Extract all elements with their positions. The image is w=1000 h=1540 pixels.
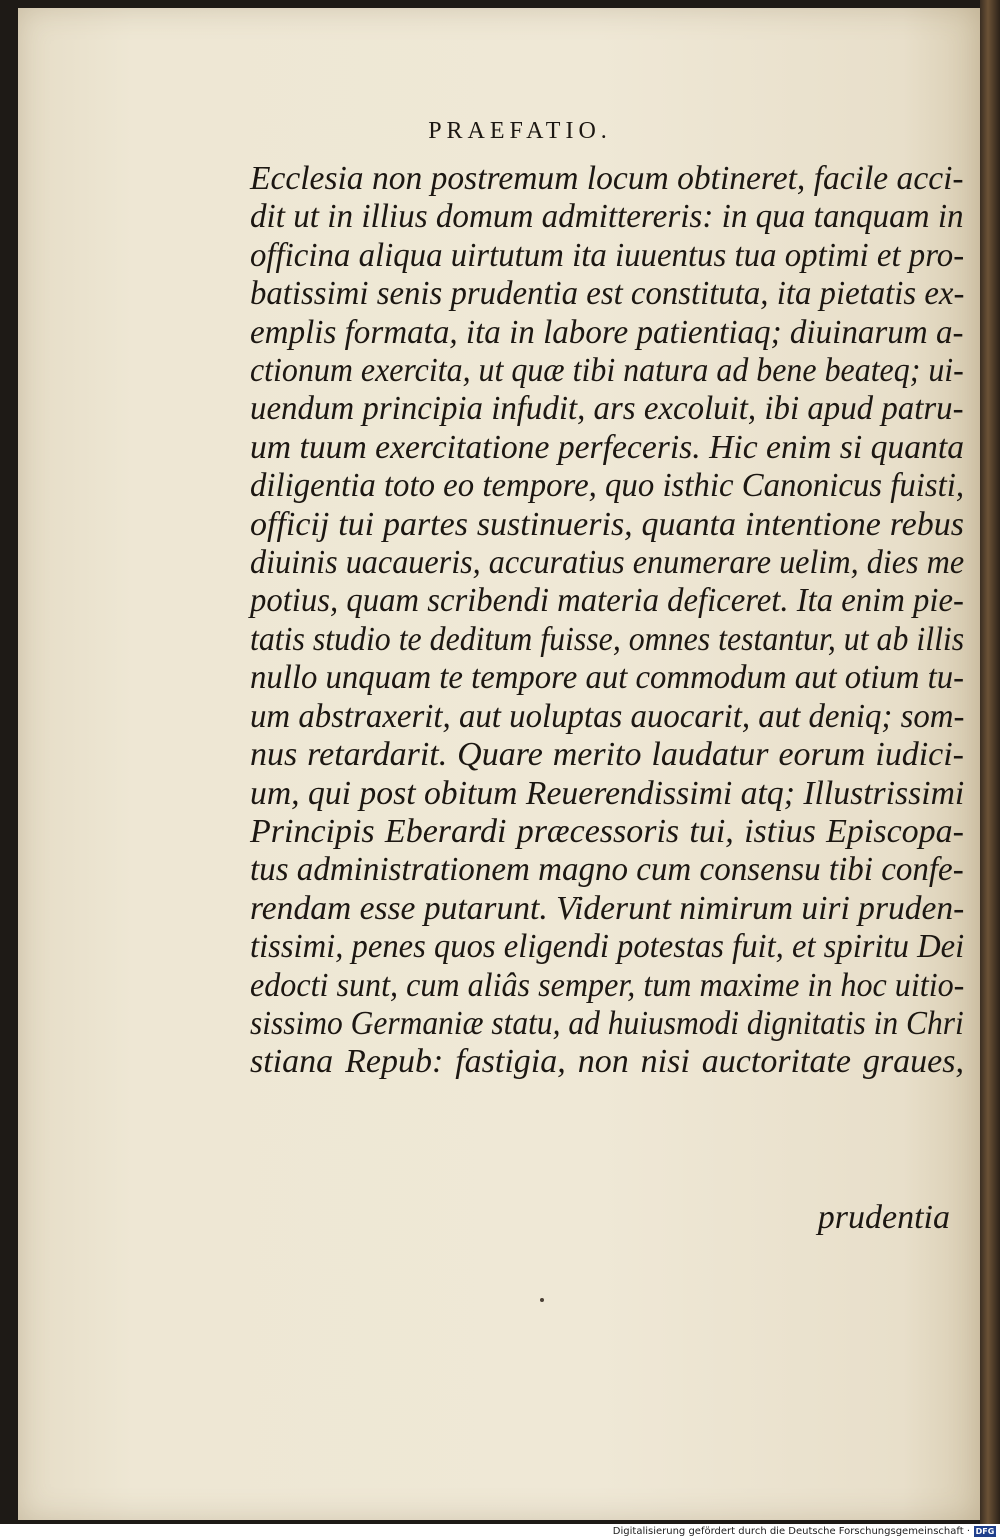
text-line: Ecclesia non postremum locum obtineret, facile acci- <box>250 160 964 197</box>
text-line: diligentia toto eo tempore, quo isthic Canonicus fuisti, <box>250 467 965 505</box>
text-line: potius, quam scribendi materia deficeret. Ita enim pie- <box>250 582 964 620</box>
running-head: PRAEFATIO. <box>428 118 612 144</box>
text-line: sissimo Germaniæ statu, ad huiusmodi dignitatis in Chri <box>250 1004 964 1042</box>
text-line: Principis Eberardi præcessoris tui, istius Episcopa- <box>250 812 964 850</box>
book-binding-edge <box>980 0 1000 1540</box>
text-line: emplis formata, ita in labore patientiaq; diuinarum a- <box>250 313 964 351</box>
dfg-logo-icon: DFG <box>975 1527 995 1536</box>
text-line: um tuum exercitatione perfeceris. Hic enim si quanta <box>250 428 965 466</box>
text-line: diuinis uacaueris, accuratius enumerare uelim, dies me <box>250 544 965 582</box>
text-line: dit ut in illius domum admittereris: in qua tanquam in <box>250 198 964 236</box>
catchword: prudentia <box>817 1199 950 1236</box>
text-line: um, qui post obitum Reuerendissimi atq; Illustrissimi <box>250 774 965 812</box>
text-line: nullo unquam te tempore aut commodum aut otium tu- <box>250 659 964 697</box>
text-line: officij tui partes sustinueris, quanta intentione rebus <box>250 505 964 543</box>
text-line: nus retardarit. Quare merito laudatur eorum iudici- <box>250 736 964 774</box>
ink-dot <box>540 1298 544 1302</box>
text-line: um abstraxerit, aut uoluptas auocarit, aut deniq; som- <box>250 697 965 735</box>
body-text <box>250 160 964 1082</box>
text-line: tissimi, penes quos eligendi potestas fuit, et spiritu Dei <box>250 928 965 966</box>
digitization-credit: Digitalisierung gefördert durch die Deutsche Forschungsgemeinschaft · <box>612 1526 970 1537</box>
text-line: ctionum exercita, ut quæ tibi natura ad bene beateq; ui- <box>250 352 964 390</box>
text-line: officina aliqua uirtutum ita iuuentus tua optimi et pro- <box>250 236 965 274</box>
text-line: tus administrationem magno cum consensu tibi confe- <box>250 851 964 889</box>
text-line: uendum principia infudit, ars excoluit, ibi apud patru- <box>250 390 964 428</box>
text-line: rendam esse putarunt. Viderunt nimirum uiri pruden- <box>250 889 965 927</box>
text-line: stiana Repub: fastigia, non nisi auctoritate graues, <box>250 1043 964 1081</box>
text-line: edocti sunt, cum aliâs semper, tum maxime in hoc uitio- <box>250 966 965 1004</box>
text-line: tatis studio te deditum fuisse, omnes testantur, ut ab illis <box>250 620 965 658</box>
text-line: batissimi senis prudentia est constituta, ita pietatis ex- <box>250 275 965 313</box>
